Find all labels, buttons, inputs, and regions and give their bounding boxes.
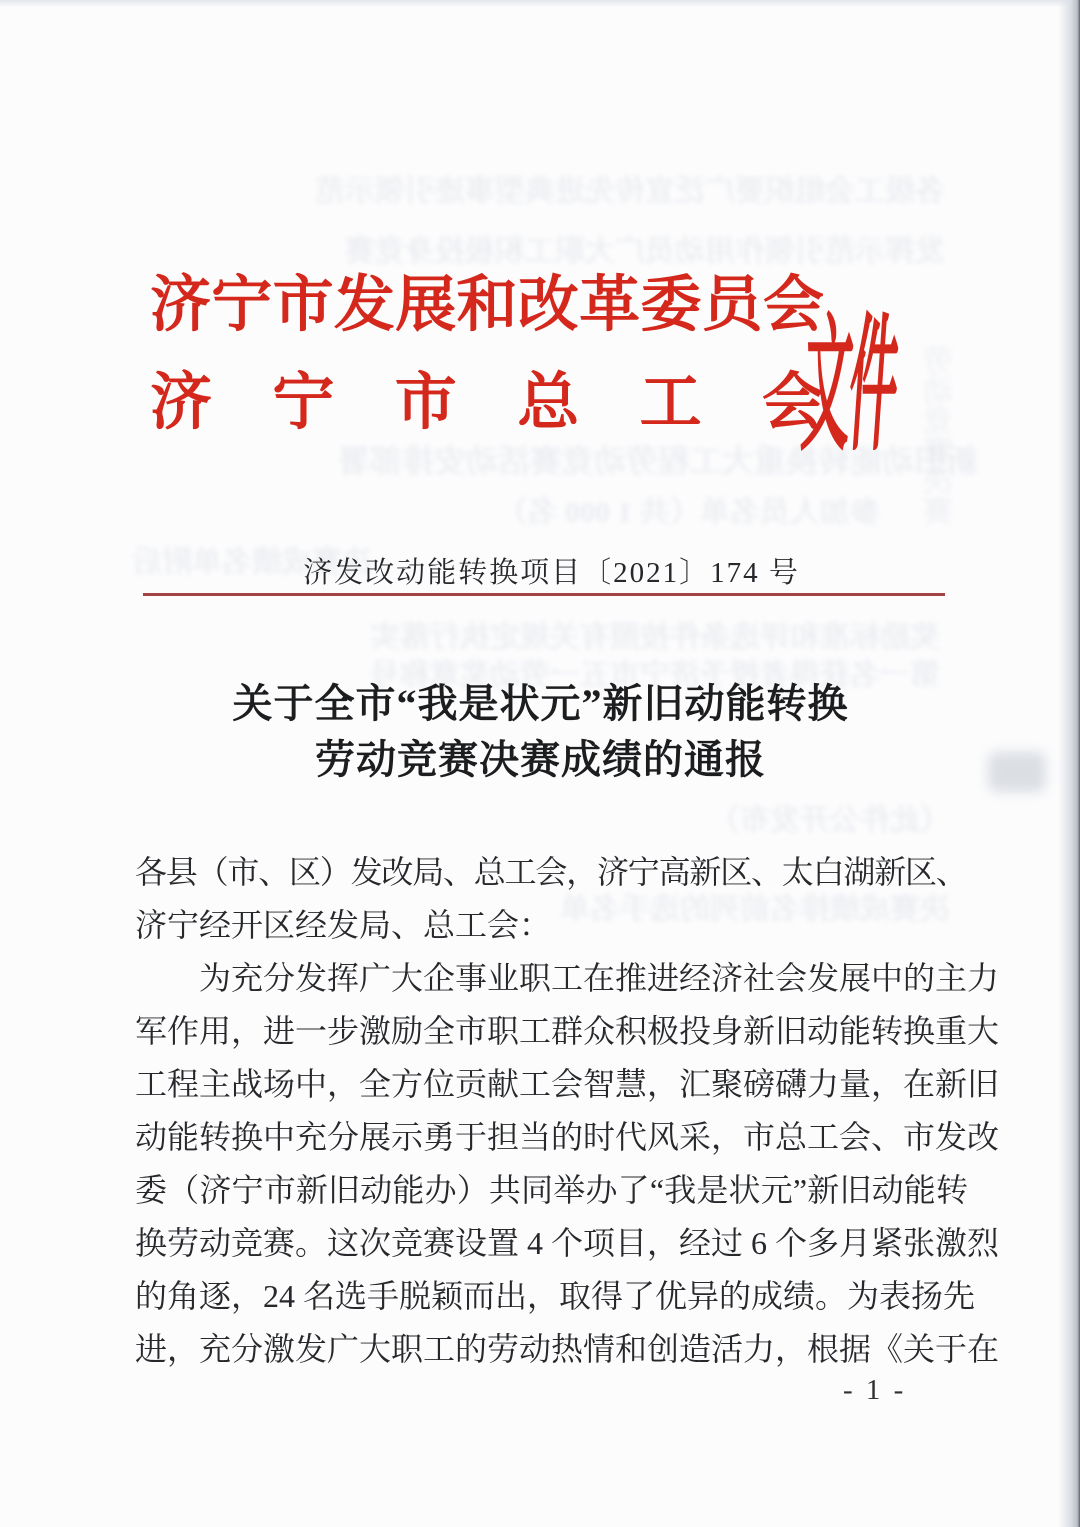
bleedthrough-text: 决赛成绩名单附后 (132, 546, 372, 579)
body-line: 进，充分激发广大职工的劳动热情和创造活力，根据《关于在 (135, 1331, 1000, 1367)
body-line: 的角逐，24 名选手脱颖而出，取得了优异的成绩。为表扬先 (135, 1278, 976, 1314)
body-paragraph (135, 952, 1000, 1376)
letterhead-document-mark: 文件 (797, 303, 902, 469)
bleedthrough-text: 新旧动能转换重大工程劳动竞赛活动安排部署 (337, 443, 978, 479)
letterhead-org-line2: 济宁市总工会 (150, 369, 824, 437)
body-line: 军作用，进一步激励全市职工群众积极投身新旧动能转换重大 (135, 1013, 1000, 1049)
bleedthrough-text: 各级工会组织要广泛宣传先进典型事迹引领示范 (315, 175, 945, 208)
body-line: 换劳动竞赛。这次竞赛设置 4 个项目，经过 6 个多月紧张激烈 (135, 1225, 1000, 1261)
body-line: 动能转换中充分展示勇于担当的时代风采，市总工会、市发改 (135, 1119, 1000, 1155)
bleedthrough-text: （此件公开发布） (710, 804, 950, 837)
salutation-line1: 各县（市、区）发改局、总工会，济宁高新区、太白湖新区、 (135, 854, 967, 890)
body-line: 工程主战场中，全方位贡献工会智慧，汇聚磅礴力量，在新旧 (135, 1066, 1000, 1102)
bleedthrough-text: 劳动竞赛决赛 (925, 345, 958, 525)
bleedthrough-text: 决赛成绩排名前列的选手名单 (560, 893, 950, 926)
document-title (74, 676, 1007, 788)
scan-right-edge (1058, 0, 1080, 1527)
body-line: 委（济宁市新旧动能办）共同举办了“我是状元”新旧动能转 (135, 1172, 968, 1208)
page-number: - 1 - (843, 1374, 907, 1406)
red-divider-line (143, 593, 945, 596)
document-title-line2: 劳动竞赛决赛成绩的通报 (315, 737, 766, 782)
document-title-line1: 关于全市“我是状元”新旧动能转换 (232, 681, 849, 726)
document-number: 济发改动能转换项目〔2021〕174 号 (303, 557, 800, 589)
scan-top-edge (0, 0, 1080, 7)
bleedthrough-text: 第一名获得者授予济宁市五一劳动奖章称号 (370, 659, 940, 692)
salutation (135, 846, 975, 952)
salutation-line2: 济宁经开区经发局、总工会： (135, 907, 552, 943)
bleedthrough-text: 发挥示范引领作用动员广大职工积极投身竞赛 (345, 235, 945, 268)
body-line: 为充分发挥广大企事业职工在推进经济社会发展中的主力 (199, 960, 1000, 996)
letterhead-org-line1: 济宁市发展和改革委员会 (150, 272, 824, 339)
bleedthrough-text: 参加人员名单（共 1 000 名） (497, 496, 880, 529)
bleedthrough-text: 奖励标准和评选条件按照有关规定执行落实 (370, 621, 940, 654)
